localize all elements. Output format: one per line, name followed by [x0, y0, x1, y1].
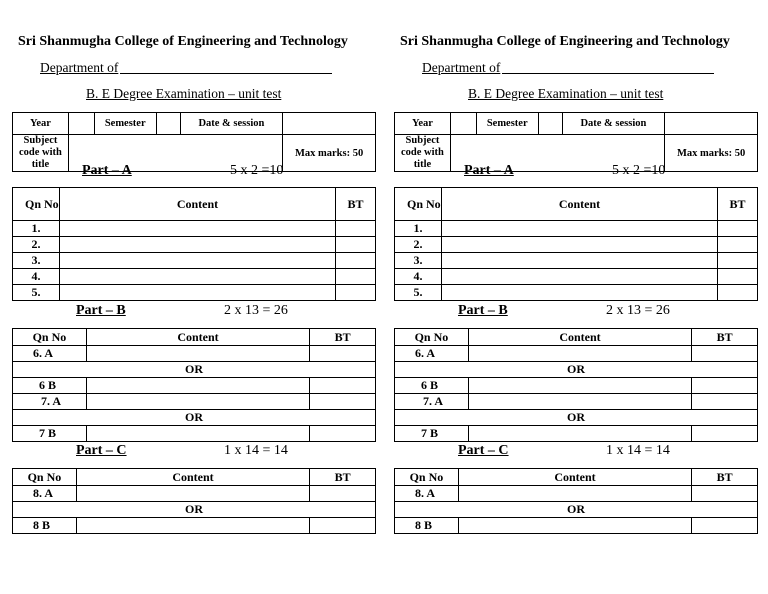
part-c-or-1: OR [395, 502, 758, 518]
part-b-table [12, 328, 376, 442]
year-value [450, 113, 476, 135]
part-a-bt-3 [718, 253, 758, 269]
part-b-bt-6b [692, 378, 758, 394]
part-c-bt-8b [310, 518, 376, 534]
semester-value [156, 113, 180, 135]
department-line [40, 60, 332, 76]
part-c-col-bt: BT [692, 469, 758, 486]
part-a-content-3 [441, 253, 717, 269]
part-b-bt-7b [310, 426, 376, 442]
part-a-content-4 [59, 269, 335, 285]
part-c-content-8b [458, 518, 691, 534]
part-b-col-bt: BT [692, 329, 758, 346]
part-c-table [12, 468, 376, 534]
part-c-col-qn: Qn No [395, 469, 459, 486]
department-label: Department of [422, 60, 501, 75]
year-value [68, 113, 94, 135]
part-a-label: Part – A [82, 163, 132, 178]
date-session-label: Date & session [180, 113, 283, 135]
part-b-col-bt: BT [310, 329, 376, 346]
part-a-col-content: Content [441, 188, 717, 221]
part-c-qn-8b: 8 B [13, 518, 77, 534]
part-b-content-6b [468, 378, 691, 394]
part-b-qn-6a: 6. A [13, 346, 87, 362]
part-a-col-content: Content [59, 188, 335, 221]
part-b-col-content: Content [468, 329, 691, 346]
part-a-marks: 5 x 2 =10 [612, 163, 666, 178]
department-line [422, 60, 714, 76]
department-label: Department of [40, 60, 119, 75]
part-b-col-qn: Qn No [13, 329, 87, 346]
part-b-bt-6b [310, 378, 376, 394]
part-b-qn-7b: 7 B [13, 426, 87, 442]
part-c-label: Part – C [458, 443, 509, 458]
date-session-value [283, 113, 376, 135]
part-a-qn-5: 5. [13, 285, 60, 301]
part-b-bt-7b [692, 426, 758, 442]
part-c-content-8a [76, 486, 309, 502]
part-a-col-qn: Qn No [13, 188, 60, 221]
part-a-qn-3: 3. [395, 253, 442, 269]
part-a-bt-4 [718, 269, 758, 285]
part-c-content-8a [458, 486, 691, 502]
college-title: Sri Shanmugha College of Engineering and Technology [18, 34, 348, 49]
part-b-content-7a [468, 394, 691, 410]
date-session-label: Date & session [562, 113, 665, 135]
part-b-content-6b [86, 378, 309, 394]
department-blank [120, 73, 332, 74]
part-b-bt-6a [692, 346, 758, 362]
part-a-table [394, 187, 758, 301]
part-a-bt-5 [336, 285, 376, 301]
part-a-col-bt: BT [718, 188, 758, 221]
part-c-marks: 1 x 14 = 14 [224, 443, 288, 458]
part-b-marks: 2 x 13 = 26 [224, 303, 288, 318]
part-b-col-content: Content [86, 329, 309, 346]
part-a-qn-4: 4. [395, 269, 442, 285]
date-session-value [665, 113, 758, 135]
part-c-label: Part – C [76, 443, 127, 458]
subject-code-label: Subject code with title [395, 135, 451, 172]
part-a-qn-5: 5. [395, 285, 442, 301]
semester-label: Semester [476, 113, 538, 135]
part-c-qn-8a: 8. A [395, 486, 459, 502]
part-a-bt-4 [336, 269, 376, 285]
part-b-or-2: OR [395, 410, 758, 426]
part-c-col-content: Content [458, 469, 691, 486]
part-a-qn-2: 2. [13, 237, 60, 253]
part-a-content-1 [441, 221, 717, 237]
part-c-content-8b [76, 518, 309, 534]
subject-code-label: Subject code with title [13, 135, 69, 172]
part-c-col-bt: BT [310, 469, 376, 486]
part-b-marks: 2 x 13 = 26 [606, 303, 670, 318]
part-a-col-bt: BT [336, 188, 376, 221]
part-a-qn-1: 1. [395, 221, 442, 237]
part-a-qn-1: 1. [13, 221, 60, 237]
part-b-content-6a [468, 346, 691, 362]
part-b-col-qn: Qn No [395, 329, 469, 346]
part-a-content-4 [441, 269, 717, 285]
part-a-qn-2: 2. [395, 237, 442, 253]
exam-title: B. E Degree Examination – unit test [468, 86, 664, 101]
part-a-bt-1 [336, 221, 376, 237]
part-a-content-5 [59, 285, 335, 301]
part-b-table [394, 328, 758, 442]
part-c-bt-8a [692, 486, 758, 502]
part-b-content-7b [86, 426, 309, 442]
part-b-label: Part – B [76, 303, 126, 318]
part-a-table [12, 187, 376, 301]
part-b-content-6a [86, 346, 309, 362]
part-a-bt-3 [336, 253, 376, 269]
part-a-content-2 [441, 237, 717, 253]
part-c-col-content: Content [76, 469, 309, 486]
part-a-bt-2 [336, 237, 376, 253]
max-marks: Max marks: 50 [283, 135, 376, 172]
part-c-marks: 1 x 14 = 14 [606, 443, 670, 458]
year-label: Year [395, 113, 451, 135]
part-a-qn-4: 4. [13, 269, 60, 285]
part-b-qn-7a: 7. A [13, 394, 87, 410]
part-b-or-1: OR [395, 362, 758, 378]
exam-sheet-left [12, 0, 384, 594]
part-a-content-5 [441, 285, 717, 301]
part-b-bt-7a [692, 394, 758, 410]
part-a-content-1 [59, 221, 335, 237]
part-a-content-2 [59, 237, 335, 253]
part-b-or-1: OR [13, 362, 376, 378]
semester-label: Semester [94, 113, 156, 135]
part-a-bt-2 [718, 237, 758, 253]
part-c-bt-8b [692, 518, 758, 534]
part-b-qn-6a: 6. A [395, 346, 469, 362]
college-title: Sri Shanmugha College of Engineering and Technology [400, 34, 730, 49]
part-b-content-7a [86, 394, 309, 410]
part-a-bt-5 [718, 285, 758, 301]
part-a-content-3 [59, 253, 335, 269]
part-b-qn-6b: 6 B [13, 378, 87, 394]
year-label: Year [13, 113, 69, 135]
part-b-qn-7a: 7. A [395, 394, 469, 410]
part-c-qn-8a: 8. A [13, 486, 77, 502]
part-b-or-2: OR [13, 410, 376, 426]
part-b-label: Part – B [458, 303, 508, 318]
info-table [12, 112, 376, 172]
department-blank [502, 73, 714, 74]
exam-sheet-right [394, 0, 766, 594]
part-c-or-1: OR [13, 502, 376, 518]
part-a-qn-3: 3. [13, 253, 60, 269]
part-a-marks: 5 x 2 =10 [230, 163, 284, 178]
part-b-bt-6a [310, 346, 376, 362]
exam-title: B. E Degree Examination – unit test [86, 86, 282, 101]
part-a-bt-1 [718, 221, 758, 237]
part-c-table [394, 468, 758, 534]
part-b-qn-7b: 7 B [395, 426, 469, 442]
part-b-qn-6b: 6 B [395, 378, 469, 394]
part-a-col-qn: Qn No [395, 188, 442, 221]
part-c-qn-8b: 8 B [395, 518, 459, 534]
semester-value [538, 113, 562, 135]
part-b-bt-7a [310, 394, 376, 410]
info-table [394, 112, 758, 172]
part-a-label: Part – A [464, 163, 514, 178]
part-c-bt-8a [310, 486, 376, 502]
part-c-col-qn: Qn No [13, 469, 77, 486]
part-b-content-7b [468, 426, 691, 442]
max-marks: Max marks: 50 [665, 135, 758, 172]
